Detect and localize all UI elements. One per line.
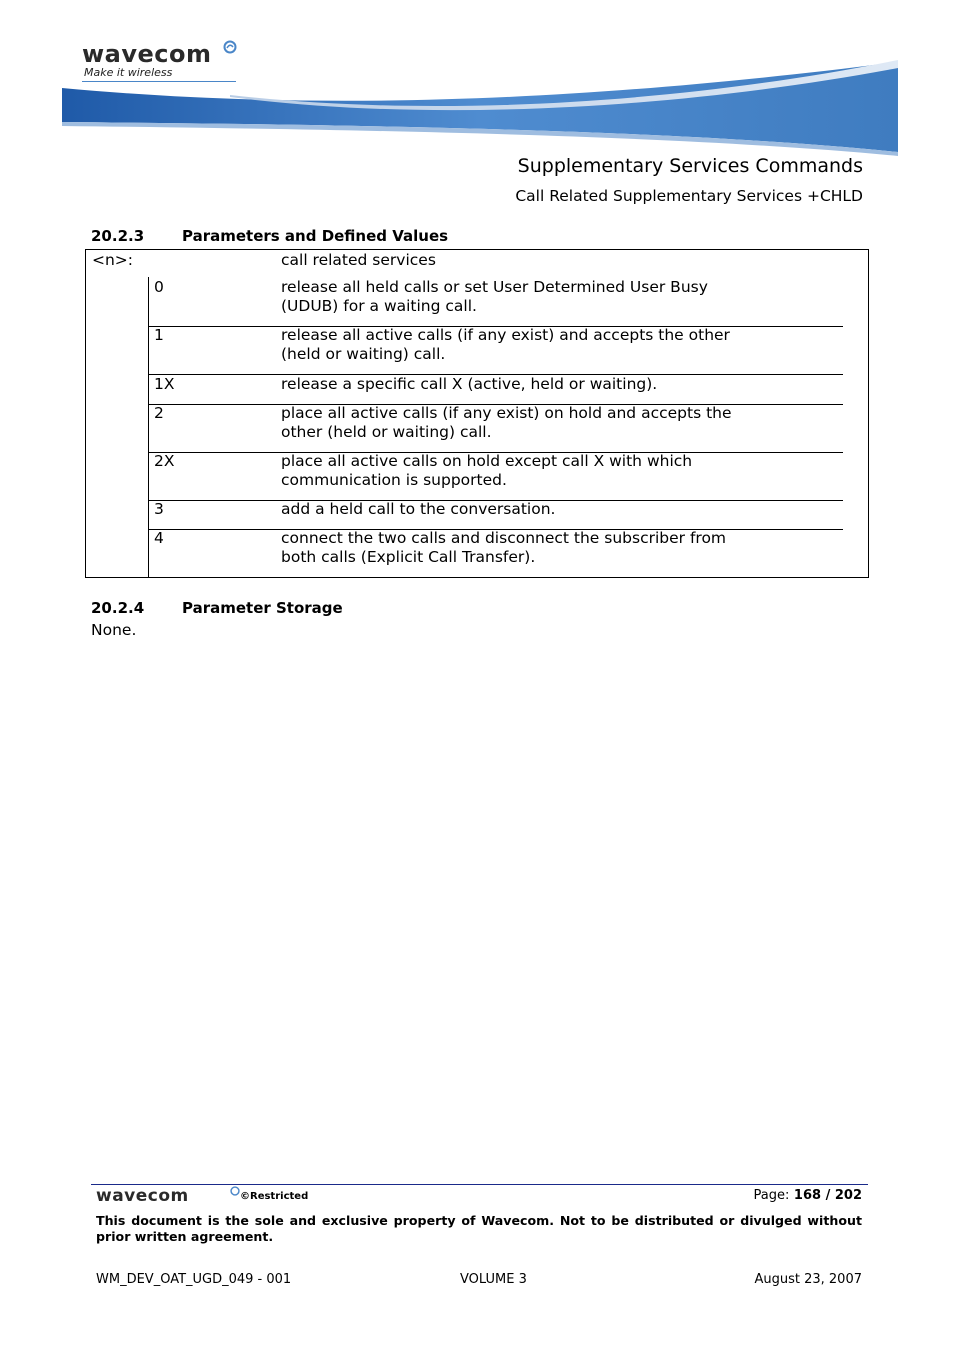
page-current: 168 [793,1188,822,1203]
section-title: Parameter Storage [182,599,343,617]
page-total: 202 [834,1188,862,1203]
value-desc-line1: release a specific call X (active, held or waiting). [281,375,658,393]
storage-body: None. [91,621,137,639]
page-header-subtitle: Call Related Supplementary Services +CHLD [515,187,863,205]
section-heading-storage [91,599,343,617]
page-separator: / [825,1188,831,1203]
footer-volume: VOLUME 3 [460,1272,527,1287]
page-header-title: Supplementary Services Commands [517,155,863,177]
value-code: 4 [154,529,164,547]
logo-tagline: Make it wireless [84,66,173,79]
value-row [148,452,843,501]
footer-notice-line2: prior written agreement. [96,1229,274,1244]
value-desc-line1: place all active calls on hold except call X with which [281,452,693,470]
param-description: call related services [281,251,436,269]
footer-notice-line1: This document is the sole and exclusive property of Wavecom. Not to be distributed or divulged without [96,1213,862,1228]
value-code: 0 [154,278,164,296]
section-title: Parameters and Defined Values [182,227,449,245]
value-row [148,529,843,576]
value-desc-line1: release all held calls or set User Determined User Busy [281,278,708,296]
value-row [148,326,843,375]
value-desc-line2: (UDUB) for a waiting call. [281,297,477,315]
param-name: <n>: [92,251,134,269]
footer-restricted: ©Restricted [240,1191,309,1202]
logo-wordmark: wavecom [82,40,212,68]
value-desc-line2: both calls (Explicit Call Transfer). [281,548,536,566]
footer-logo-wordmark: wavecom [96,1186,189,1206]
value-code: 2 [154,404,164,422]
value-desc-line2: other (held or waiting) call. [281,423,492,441]
value-desc-line2: (held or waiting) call. [281,345,446,363]
value-code: 3 [154,500,164,518]
value-row [148,374,843,405]
footer-doc-id: WM_DEV_OAT_UGD_049 - 001 [96,1272,292,1287]
page-label: Page: [753,1188,790,1203]
value-desc-line1: release all active calls (if any exist) and accepts the other [281,326,730,344]
section-heading-parameters [91,227,448,245]
value-code: 2X [154,452,175,470]
value-row [148,278,843,327]
footer-date: August 23, 2007 [754,1272,862,1287]
value-desc-line1: add a held call to the conversation. [281,500,556,518]
footer-logo [96,1186,309,1206]
footer-page-number [754,1188,862,1203]
value-code: 1 [154,326,164,344]
footer-notice [96,1213,862,1245]
header-banner [0,0,954,160]
footer-rule [91,1184,868,1185]
value-desc-line1: connect the two calls and disconnect the subscriber from [281,529,727,547]
value-desc-line1: place all active calls (if any exist) on hold and accepts the [281,404,732,422]
value-code: 1X [154,375,175,393]
section-number: 20.2.3 [91,227,145,245]
footer-logo-swirl-icon [230,1186,240,1196]
value-desc-line2: communication is supported. [281,471,507,489]
section-number: 20.2.4 [91,599,145,617]
value-row [148,500,843,530]
value-row [148,404,843,453]
